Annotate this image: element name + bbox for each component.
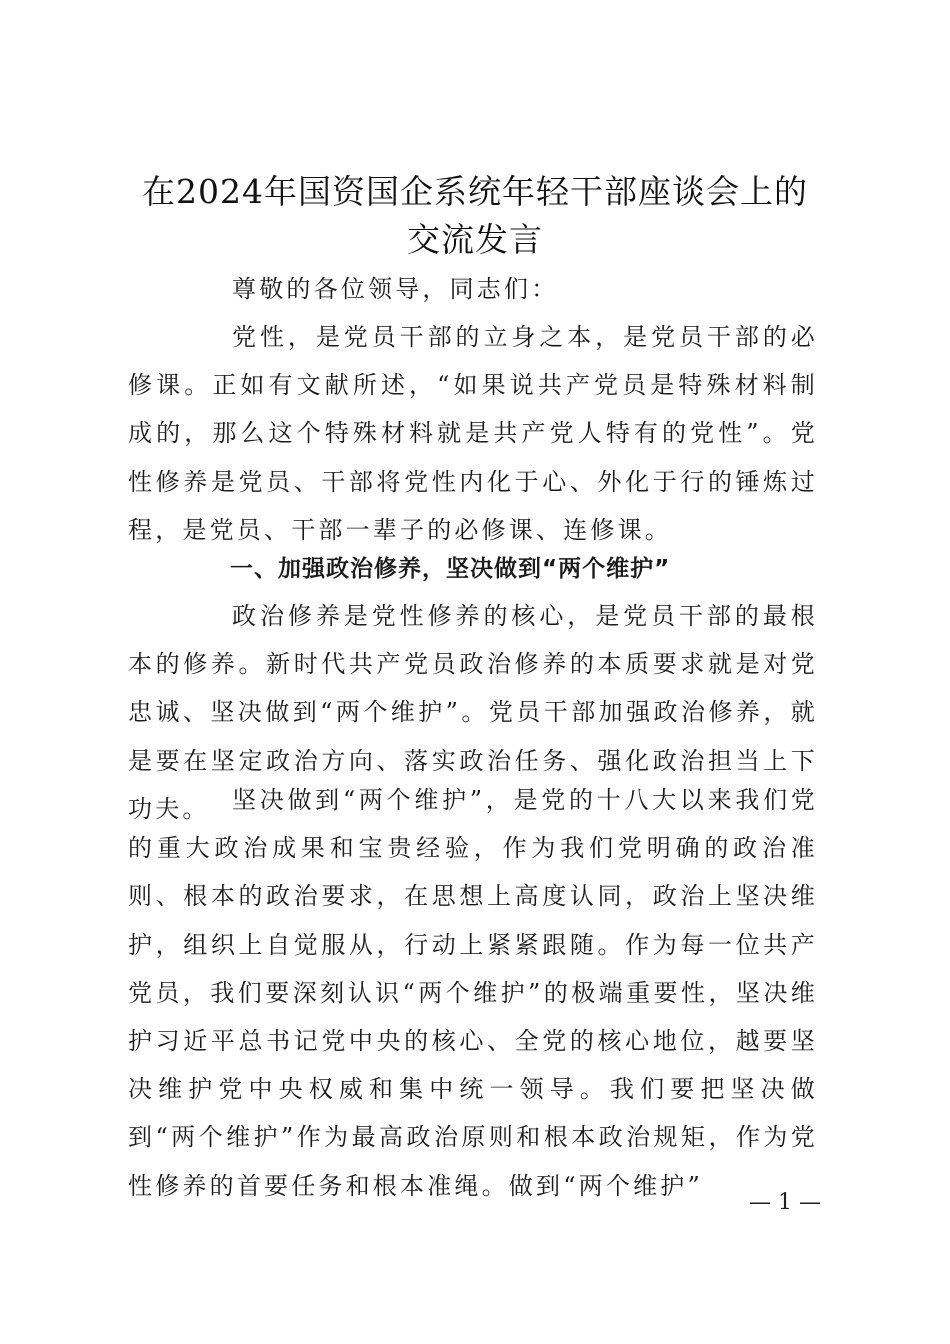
document-title-line-2: 交流发言: [407, 220, 543, 259]
greeting: 尊敬的各位领导，同志们：: [232, 275, 559, 303]
section-heading-1: 一、加强政治修养，坚决做到“两个维护”: [230, 556, 671, 582]
page-number: — 1 —: [749, 1190, 821, 1215]
section1-paragraph-2: 坚决做到“两个维护”，是党的十八大以来我们党的重大政治成果和宝贵经验，作为我们党明确的政治准则、根本的政治要求，在思想上高度认同，政治上坚决维护，组织上自觉服从，行动上紧紧跟随。作为每一位共产党员，我们要深刻认识“两个维护”的极端重要性，坚决维护习近平总书记党中央的核心、全党的核心地位，越要坚决维护党中央权威和集中统一领导。我们要把坚决做到“两个维护”作为最高政治原则和根本政治规矩，作为党性修养的首要任务和根本准绳。做到“两个维护”: [128, 786, 818, 1200]
document-title-line-1: 在2024年国资国企系统年轻干部座谈会上的: [142, 172, 808, 211]
section1-paragraph-1: 政治修养是党性修养的核心，是党员干部的最根本的修养。新时代共产党员政治修养的本质要求就是对党忠诚、坚决做到“两个维护”。党员干部加强政治修养，就是要在坚定政治方向、落实政治任务、强化政治担当上下功夫。: [128, 602, 818, 823]
intro-paragraph: 党性，是党员干部的立身之本，是党员干部的必修课。正如有文献所述，“如果说共产党员是特殊材料制成的，那么这个特殊材料就是共产党人特有的党性”。党性修养是党员、干部将党性内化于心、外化于行的锤炼过程，是党员、干部一辈子的必修课、连修课。: [128, 323, 818, 544]
